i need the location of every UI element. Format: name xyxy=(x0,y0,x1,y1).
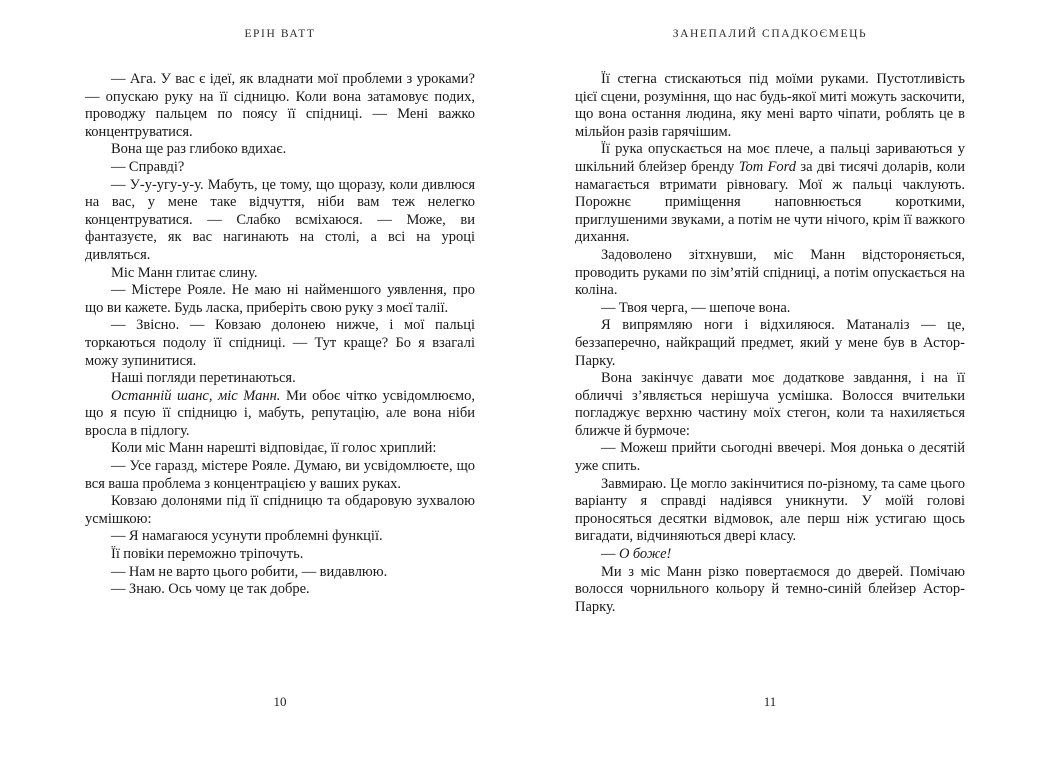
body-text: за дві тисячі доларів, коли намагається втримати рівновагу. Мої ж пальці чаклують. Порожнє приміщення наповнюється короткими, приглушеними звуками, а потім не чути нічого, крім її важкого дихання. xyxy=(575,158,965,246)
page-body xyxy=(85,71,475,599)
body-text: Задоволено зітхнувши, міс Манн відстороняється, проводить руками по зім’ятій спідниці, а потім опускається на коліна. xyxy=(575,246,965,299)
paragraph xyxy=(575,300,965,318)
paragraph xyxy=(85,159,475,177)
paragraph xyxy=(85,282,475,317)
body-text: Її повіки переможно тріпочуть. xyxy=(111,546,304,563)
body-text: — Можеш прийти сьогодні ввечері. Моя донька о десятій уже спить. xyxy=(575,440,965,475)
body-text: Ми обоє чітко усвідомлюємо, що я псую її спідницю і, мабуть, репутацію, але вона ніби вросла в підлогу. xyxy=(85,387,475,439)
paragraph xyxy=(85,493,475,528)
paragraph xyxy=(85,458,475,493)
body-text: Її стегна стискаються під моїми руками. Пустотливість цієї сцени, розуміння, що нас будь-якої миті можуть заскочити, що вона остання людина, яку мені варто чіпати, роблять це в мільйон разів гарячішим. xyxy=(575,71,965,140)
body-text: — Я намагаюся усунути проблемні функції. xyxy=(111,528,383,545)
body-text: — Усе гаразд, містере Рояле. Думаю, ви усвідомлюєте, що вся ваша проблема з концентрацією у ваших руках. xyxy=(85,458,475,492)
paragraph xyxy=(85,440,475,458)
paragraph xyxy=(575,141,965,247)
body-text: — Містере Рояле. Не маю ні найменшого уявлення, про що ви кажете. Будь ласка, приберіть свою руку з моєї талії. xyxy=(85,282,475,316)
body-text: Вона ще раз глибоко вдихає. xyxy=(111,141,287,158)
running-header-book-title: ЗАНЕПАЛИЙ СПАДКОЄМЕЦЬ xyxy=(672,28,868,40)
body-text: — У-у-угу-у-у. Мабуть, це тому, що щоразу, коли дивлюся на вас, у мене таке відчуття, ніби вам теж нелегко концентруватися. — Слабко всміхаюся. — Може, ви фантазуєте, як вас нагинають на столі, а всі на уроці дивляться. xyxy=(85,176,475,263)
paragraph xyxy=(85,370,475,388)
paragraph xyxy=(85,317,475,370)
paragraph xyxy=(85,177,475,265)
paragraph xyxy=(575,440,965,475)
body-text: Вона закінчує давати моє додаткове завдання, і на її обличчі з’являється нерішуча усмішка. Волосся вчительки погладжує верхню частину моїх стегон, коли та нахиляється ближче й бурмоче: xyxy=(575,370,965,439)
italic-text: О боже! xyxy=(618,546,672,563)
body-text: Її рука опускається на моє плече, а пальці зариваються у шкільний блейзер бренду xyxy=(575,141,965,175)
page-number: 10 xyxy=(273,694,287,709)
paragraph xyxy=(575,317,965,370)
italic-text: Tom Ford xyxy=(738,158,797,175)
body-text: — Знаю. Ось чому це так добре. xyxy=(111,581,310,598)
body-text: Наші погляди перетинаються. xyxy=(111,370,296,387)
body-text: — Справді? xyxy=(111,158,185,175)
body-text: — Твоя черга, — шепоче вона. xyxy=(601,299,791,316)
page-right xyxy=(575,28,965,760)
body-text: Коли міс Манн нарешті відповідає, її голос хриплий: xyxy=(111,440,437,457)
italic-text: Останній шанс, міс Манн. xyxy=(111,387,281,404)
body-text: — Ага. У вас є ідеї, як владнати мої проблеми з уроками? — опускаю руку на її сідницю. Коли вона затамовує подих, проводжу пальцем по поясу її спідниці. — Мені важко концентруватися. xyxy=(85,71,475,140)
page-left xyxy=(85,28,475,760)
body-text: Я випрямляю ноги і відхиляюся. Матаналіз — це, беззаперечно, найкращий предмет, який у мене був в Астор-Парку. xyxy=(575,317,965,369)
paragraph xyxy=(85,71,475,141)
paragraph xyxy=(575,247,965,300)
body-text: Ми з міс Манн різко повертаємося до дверей. Помічаю волосся чорнильного кольору й темно-синій блейзер Астор-Парку. xyxy=(575,563,965,615)
page-body xyxy=(575,71,965,616)
paragraph xyxy=(575,546,965,564)
body-text: — Нам не варто цього робити, — видавлюю. xyxy=(111,563,388,580)
paragraph xyxy=(575,71,965,141)
paragraph xyxy=(575,564,965,617)
body-text: Міс Манн глитає слину. xyxy=(111,264,258,281)
paragraph xyxy=(85,141,475,159)
body-text: — Звісно. — Ковзаю долонею нижче, і мої пальці торкаються подолу її спідниці. — Тут краще? Бо я взагалі можу зупинитися. xyxy=(85,317,475,369)
paragraph xyxy=(85,564,475,582)
page-number: 11 xyxy=(763,694,777,709)
paragraph xyxy=(85,546,475,564)
body-text: Ковзаю долонями під її спідницю та обдаровую зухвалою усмішкою: xyxy=(85,493,475,527)
paragraph xyxy=(85,528,475,546)
body-text: Завмираю. Це могло закінчитися по-різному, та саме цього варіанту я справді надіявся уникнути. У моїй голові проносяться десятки відмовок, але перш ніж устигаю щось вигадати, відчиняються двері класу. xyxy=(575,475,965,545)
body-text: — xyxy=(601,546,619,563)
paragraph xyxy=(575,370,965,440)
paragraph xyxy=(85,388,475,441)
paragraph xyxy=(85,581,475,599)
paragraph xyxy=(575,476,965,546)
paragraph xyxy=(85,265,475,283)
running-header-author: ЕРІН ВАТТ xyxy=(244,28,316,40)
